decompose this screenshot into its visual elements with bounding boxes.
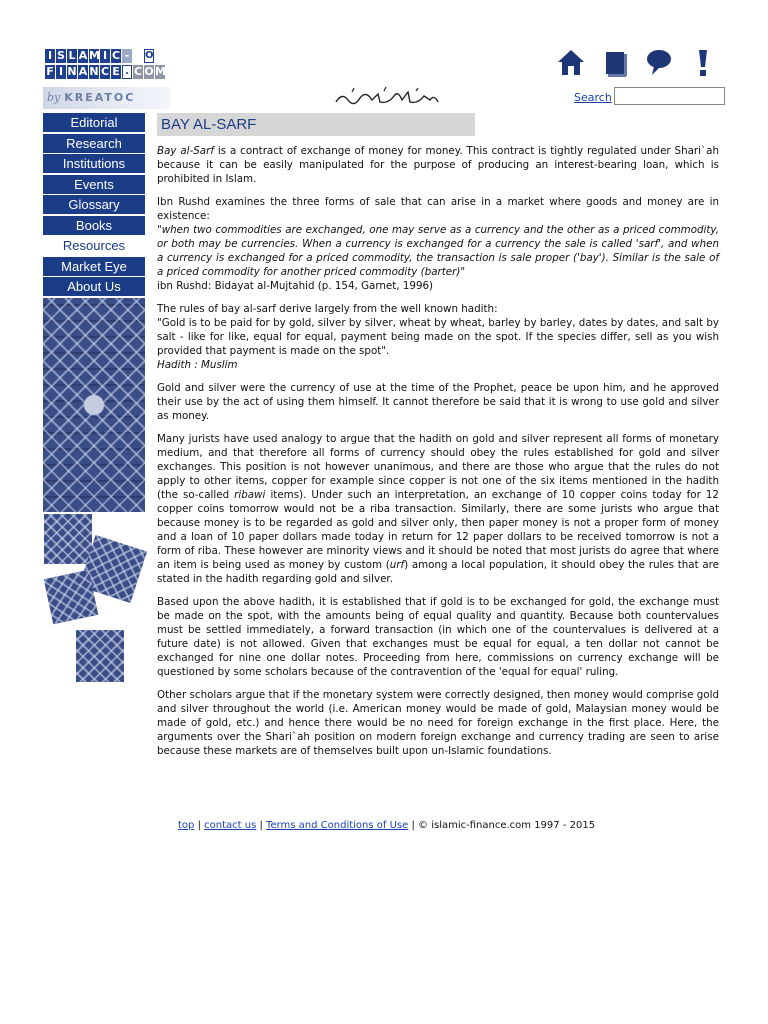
- logo-letter: O: [145, 50, 154, 61]
- nav-item-market-eye[interactable]: Market Eye: [43, 257, 145, 276]
- page-title: BAY AL-SARF: [157, 113, 475, 136]
- paragraph-text: ) among a local population, it should obey the rules that are stated in the hadith regarding gold and silver.: [157, 559, 719, 585]
- logo-letter: O: [144, 65, 154, 78]
- nav-item-institutions[interactable]: Institutions: [43, 154, 145, 173]
- logo-letter: C: [100, 65, 110, 78]
- logo-letter: A: [78, 65, 88, 78]
- nav-item-research[interactable]: Research: [43, 134, 145, 153]
- paragraph: Gold and silver were the currency of use at the time of the Prophet, peace be upon him, and he approved their use by the act of using them himself. It cannot therefore be said that it is wrong to use gold and silver as money.: [157, 382, 719, 422]
- paragraph: [157, 144, 719, 186]
- term: Bay al-Sarf: [157, 145, 214, 157]
- exclamation-icon[interactable]: [688, 47, 718, 79]
- logo-letter: L: [68, 49, 76, 62]
- decorative-tile: [44, 570, 99, 625]
- kreatoc-byline[interactable]: [43, 87, 171, 109]
- paragraph: [157, 302, 719, 372]
- logo-letter: .: [122, 65, 132, 79]
- search-input[interactable]: [614, 87, 725, 105]
- logo-letter: I: [100, 49, 110, 63]
- speech-bubble-icon[interactable]: [644, 47, 674, 79]
- footer-link-contact[interactable]: contact us: [204, 820, 257, 831]
- logo-letter: -: [122, 49, 132, 63]
- search-link[interactable]: Search: [574, 91, 612, 104]
- paragraph-text: The rules of bay al-sarf derive largely from the well known hadith:: [157, 303, 498, 315]
- decorative-tile: [76, 630, 124, 682]
- logo-letter: I: [56, 65, 66, 79]
- footer-separator: |: [197, 820, 201, 831]
- paragraph: [157, 195, 719, 293]
- logo-letter: M: [89, 49, 100, 62]
- paragraph-text: is a contract of exchange of money for money. This contract is tightly regulated under Shari`ah because it can be easily manipulated for the purpose of producing an interest-bearing loan, which is prohibited in Islam.: [157, 145, 719, 185]
- paragraph-text: items). Under such an interpretation, an exchange of 10 copper coins today for 12 copper coins tomorrow would not be a riba transaction. Similarly, there are some jurists who argue that because money is to be regarded as gold and silver only, then paper money is not a proper form of money and a loan of 10 paper dollars made today in return for 12 paper dollars to be received tomorrow is not a form of riba. These however are minority views and it should be noted that most jurists do agree that where an item is being used as money by custom (: [157, 489, 719, 571]
- nav-item-glossary[interactable]: Glossary: [43, 195, 145, 214]
- quotation: "Gold is to be paid for by gold, silver by silver, wheat by wheat, barley by barley, dates by dates, and salt by salt - like for like, equal for equal, payment being made on the spot. If the species differ, sell as you wish provided that payment is made on the spot".: [157, 317, 719, 357]
- footer-separator: |: [411, 820, 415, 831]
- home-icon[interactable]: [556, 47, 586, 79]
- basmala-calligraphy: [332, 86, 442, 108]
- logo-letter: M: [155, 65, 166, 78]
- footer-link-terms[interactable]: Terms and Conditions of Use: [266, 820, 409, 831]
- logo-letter: A: [78, 49, 88, 62]
- top-icon-bar: [556, 47, 718, 79]
- nav-item-events[interactable]: Events: [43, 175, 145, 194]
- decorative-tile-panel: [43, 298, 145, 512]
- logo-row-top: [45, 49, 205, 63]
- article-body: [157, 144, 719, 767]
- nav-item-editorial[interactable]: Editorial: [43, 113, 145, 132]
- logo-letter: C: [111, 49, 121, 62]
- footer-link-top[interactable]: top: [178, 820, 195, 831]
- logo-letter: F: [46, 65, 54, 78]
- decorative-tile: [44, 514, 92, 564]
- left-nav: [43, 113, 145, 298]
- footer-copyright: © islamic-finance.com 1997 - 2015: [418, 820, 596, 831]
- footer: [178, 819, 595, 833]
- citation: ibn Rushd: Bidayat al-Mujtahid (p. 154, Garnet, 1996): [157, 280, 434, 292]
- logo-spacer: [133, 49, 143, 63]
- term: urf: [389, 559, 405, 571]
- quotation: "when two commodities are exchanged, one may serve as a currency and the other as a priced commodity, or both may be currencies. When a currency is exchanged for a currency the sale is called 'sarf', and when a currency is exchanged for a priced commodity, the transaction is sale proper ('bay'). Similar is the sale of a priced commodity for another priced commodity (barter)": [157, 224, 719, 278]
- paragraph-text: Ibn Rushd examines the three forms of sale that can arise in a market where goods and money are in existence:: [157, 196, 719, 222]
- nav-item-books[interactable]: Books: [43, 216, 145, 235]
- nav-item-about-us[interactable]: About Us: [43, 277, 145, 296]
- paragraph-text: Many jurists have used analogy to argue that the hadith on gold and silver represent all forms of monetary medium, and that therefore all forms of currency should obey the rules established for gold and silver exchanges. This position is not however unanimous, and there are those who argue that the rules do not apply to other items, copper for example since copper is not one of the six items mentioned in the hadith (the so-called: [157, 433, 719, 501]
- logo-letter: S: [57, 49, 65, 62]
- site-logo[interactable]: [45, 49, 205, 79]
- byline-text: KREATOC: [64, 91, 136, 104]
- logo-letter: N: [89, 65, 99, 78]
- byline-prefix: by: [47, 91, 61, 104]
- book-icon[interactable]: [600, 47, 630, 79]
- logo-row-bottom: [45, 65, 205, 79]
- paragraph: Based upon the above hadith, it is established that if gold is to be exchanged for gold, the exchange must be made on the spot, with the amounts being of equal quality and quantity. Because both countervalues must be settled immediately, a forward transaction (in which one of the countervalues is delivered at a future date) is not allowed. Given that exchanges must be equal for equal, a ten dollar not cannot be exchanged for nine one dollar notes. Proceeding from here, commissions on currency exchange will be questioned by some scholars because of the contravention of the 'equal for equal' ruling.: [157, 596, 719, 678]
- paragraph: [157, 432, 719, 586]
- term: ribawi: [234, 489, 266, 501]
- nav-item-resources[interactable]: Resources: [43, 236, 145, 255]
- logo-letter: C: [133, 65, 143, 78]
- footer-separator: |: [259, 820, 263, 831]
- paragraph: Other scholars argue that if the monetary system were correctly designed, then money would comprise gold and silver throughout the world (i.e. American money would be made of gold, Malaysian money would be made of gold, etc.) and hence there would be no need for foreign exchange in the first place. Here, the arguments over the Shari`ah position on modern foreign exchange and currency trading are seen to arise because these markets are of themselves built upon un-Islamic foundations.: [157, 689, 719, 757]
- logo-letter: I: [45, 49, 55, 63]
- logo-letter: E: [112, 65, 120, 78]
- citation: Hadith : Muslim: [157, 359, 238, 371]
- logo-letter: N: [67, 65, 77, 78]
